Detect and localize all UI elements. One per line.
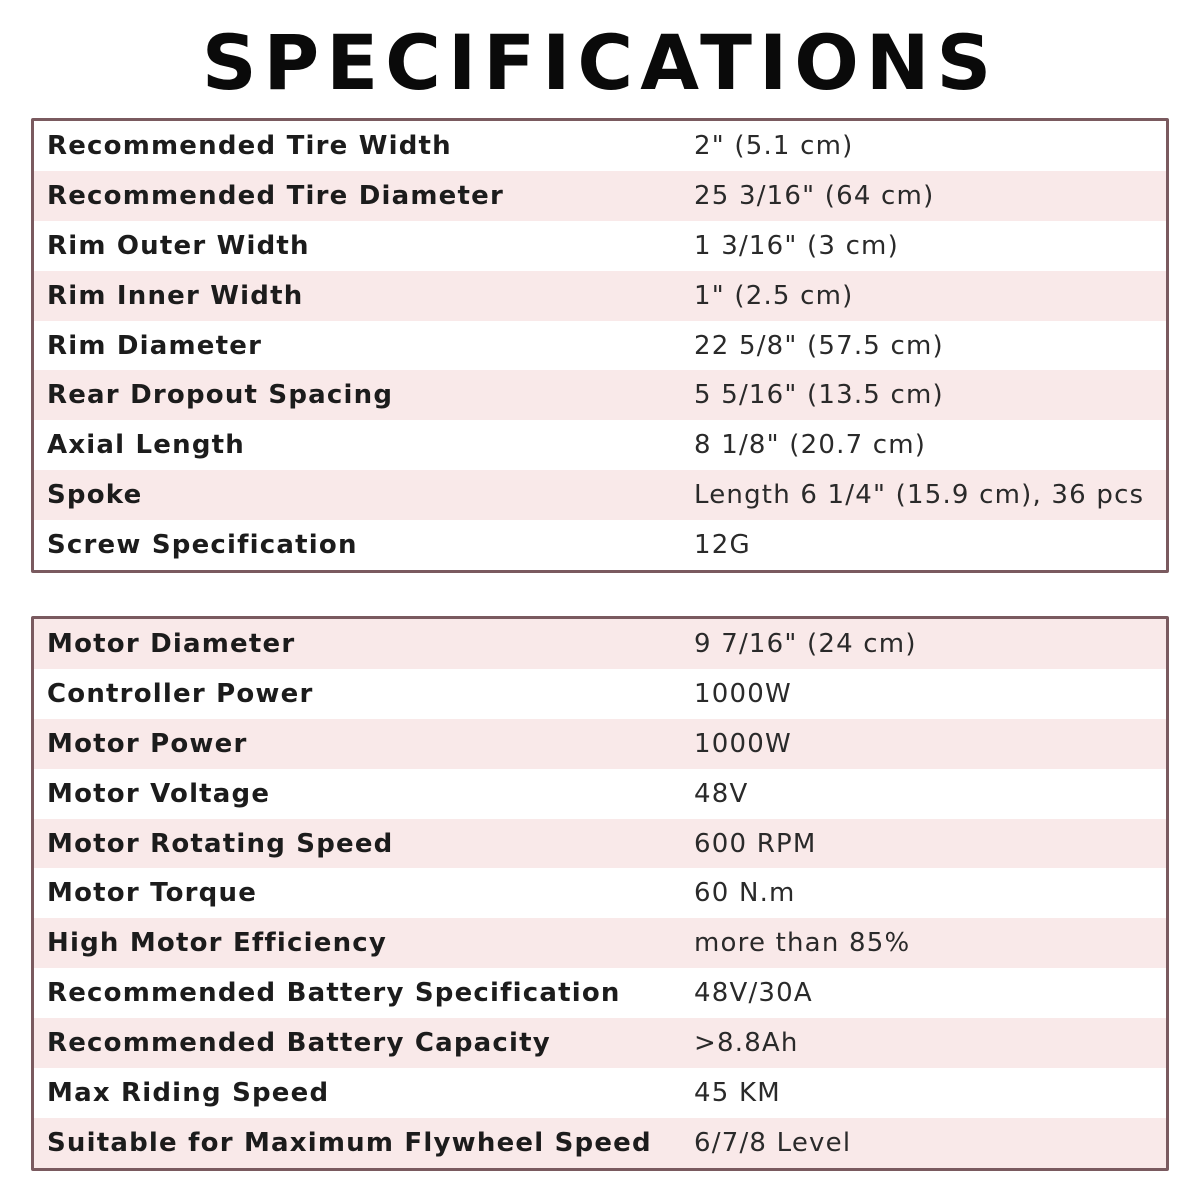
table-row	[34, 769, 1166, 819]
table-row	[34, 719, 1166, 769]
spec-label: Motor Voltage	[47, 778, 271, 809]
spec-label: Rim Inner Width	[47, 280, 304, 311]
spec-value: 1000W	[694, 678, 792, 709]
spec-value: 25 3/16" (64 cm)	[694, 180, 935, 211]
spec-label: Max Riding Speed	[47, 1077, 330, 1108]
spec-value: 6/7/8 Level	[694, 1127, 852, 1158]
spec-value: more than 85%	[694, 928, 911, 959]
spec-label: Recommended Battery Capacity	[47, 1028, 551, 1059]
motor-spec-table	[31, 616, 1169, 1171]
spec-value: 12G	[694, 530, 751, 561]
spec-label: Recommended Tire Diameter	[47, 180, 504, 211]
spec-value: Length 6 1/4" (15.9 cm), 36 pcs	[694, 480, 1145, 511]
spec-value: 2" (5.1 cm)	[694, 130, 854, 161]
spec-label: Axial Length	[47, 430, 245, 461]
spec-label: Rim Outer Width	[47, 230, 310, 261]
table-row	[34, 619, 1166, 669]
table-row	[34, 321, 1166, 371]
spec-label: High Motor Efficiency	[47, 928, 388, 959]
table-row	[34, 669, 1166, 719]
spec-label: Rear Dropout Spacing	[47, 380, 394, 411]
spec-value: 48V	[694, 778, 749, 809]
table-row	[34, 918, 1166, 968]
spec-label: Screw Specification	[47, 530, 358, 561]
spec-value: 1" (2.5 cm)	[694, 280, 854, 311]
spec-label: Recommended Tire Width	[47, 130, 452, 161]
table-row	[34, 1018, 1166, 1068]
spec-label: Suitable for Maximum Flywheel Speed	[47, 1127, 652, 1158]
spec-label: Controller Power	[47, 678, 314, 709]
table-row	[34, 271, 1166, 321]
table-row	[34, 819, 1166, 869]
spec-value: 1000W	[694, 728, 792, 759]
spec-label: Motor Power	[47, 728, 248, 759]
table-row	[34, 221, 1166, 271]
spec-value: 5 5/16" (13.5 cm)	[694, 380, 944, 411]
page-title: SPECIFICATIONS	[201, 18, 999, 107]
spec-label: Motor Diameter	[47, 628, 296, 659]
spec-value: 8 1/8" (20.7 cm)	[694, 430, 927, 461]
table-row	[34, 420, 1166, 470]
spec-value: 45 KM	[694, 1077, 781, 1108]
spec-value: 22 5/8" (57.5 cm)	[694, 330, 944, 361]
table-row	[34, 520, 1166, 570]
spec-value: 48V/30A	[694, 978, 813, 1009]
table-row	[34, 968, 1166, 1018]
spec-value: 9 7/16" (24 cm)	[694, 628, 917, 659]
table-row	[34, 868, 1166, 918]
spec-value: >8.8Ah	[694, 1028, 799, 1059]
table-row	[34, 1118, 1166, 1168]
spec-label: Motor Rotating Speed	[47, 828, 394, 859]
spec-label: Motor Torque	[47, 878, 258, 909]
table-row	[34, 370, 1166, 420]
spec-label: Spoke	[47, 480, 143, 511]
spec-value: 60 N.m	[694, 878, 796, 909]
table-row	[34, 121, 1166, 171]
wheel-spec-table	[31, 118, 1169, 573]
spec-label: Rim Diameter	[47, 330, 263, 361]
spec-value: 1 3/16" (3 cm)	[694, 230, 899, 261]
table-row	[34, 470, 1166, 520]
spec-value: 600 RPM	[694, 828, 817, 859]
table-row	[34, 171, 1166, 221]
spec-label: Recommended Battery Specification	[47, 978, 621, 1009]
table-row	[34, 1068, 1166, 1118]
